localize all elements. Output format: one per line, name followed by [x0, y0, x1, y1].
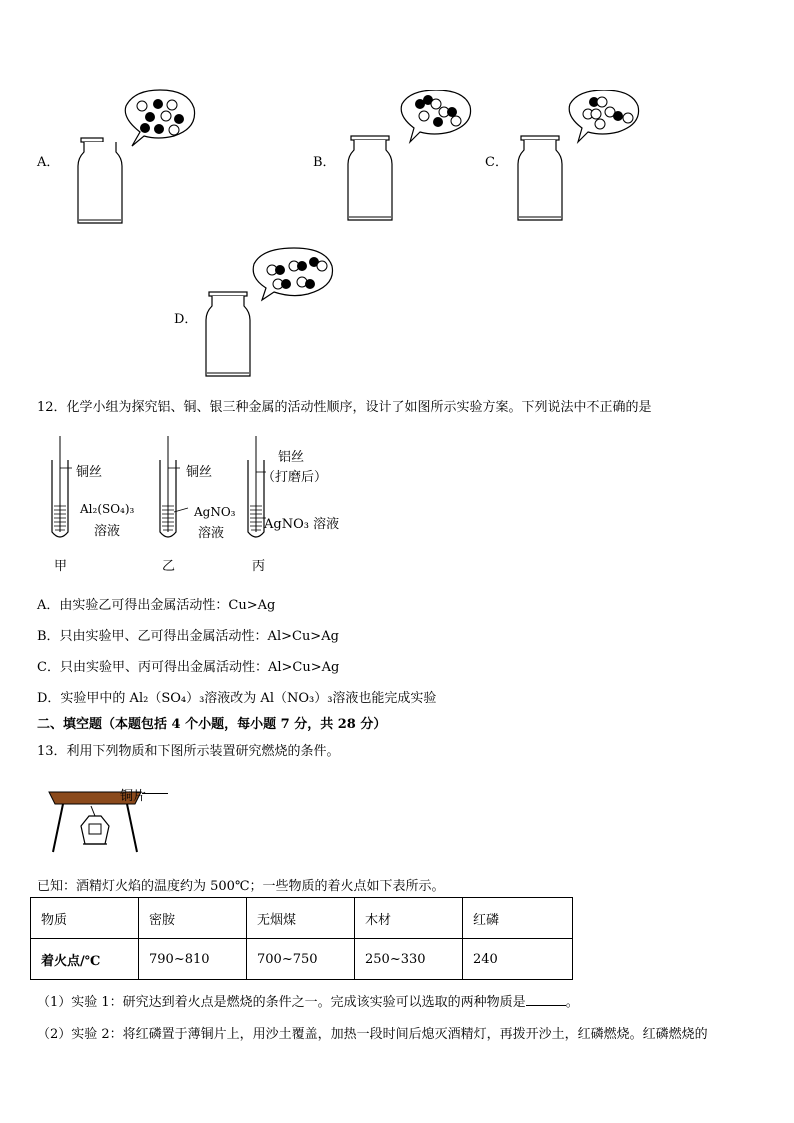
tube-bing-solution: AgNO₃ 溶液 — [264, 517, 340, 532]
q13-sub1 — [37, 991, 579, 1010]
option-d-label: D． — [174, 312, 198, 327]
tube-yi-solution-2: 溶液 — [198, 526, 225, 541]
table-cell: 红磷 — [463, 898, 573, 939]
q13-known: 已知：酒精灯火焰的温度约为 500℃；一些物质的着火点如下表所示。 — [37, 879, 445, 894]
table-cell: 240 — [463, 939, 573, 980]
table-cell: 250~330 — [355, 939, 463, 980]
particle-bubble-icon — [253, 248, 332, 300]
table-cell: 物质 — [31, 898, 139, 939]
alcohol-lamp-icon — [81, 806, 109, 844]
section-heading: 二、填空题（本题包括 4 个小题，每小题 7 分，共 28 分） — [37, 717, 387, 732]
option-b-label: B． — [313, 155, 336, 170]
q13-sub1-text: （1）实验 1：研究达到着火点是燃烧的条件之一。完成该实验可以选取的两种物质是 — [37, 995, 526, 1010]
tube-yi-solution: AgNO₃ — [194, 505, 236, 519]
ignition-point-table — [30, 897, 573, 980]
q12-option-a: A．由实验乙可得出金属活动性：Cu>Ag — [37, 598, 276, 613]
q13-sub1-end: 。 — [565, 995, 579, 1010]
particle-bubble-icon — [569, 90, 638, 142]
table-row — [31, 939, 573, 980]
option-c-label: C． — [485, 155, 508, 170]
tube-bing-name: 丙 — [252, 559, 266, 574]
copper-sheet-label: 铜片 — [120, 789, 147, 804]
test-tube-icon — [160, 436, 188, 537]
tube-jia-solution-2: 溶液 — [94, 524, 121, 539]
tube-jia-name: 甲 — [54, 559, 68, 574]
gas-bottle-icon — [518, 136, 562, 220]
option-a-figure — [70, 88, 200, 228]
option-c-figure — [510, 90, 650, 225]
option-b-figure — [340, 90, 480, 225]
q13-sub2: （2）实验 2：将红磷置于薄铜片上，用沙土覆盖，加热一段时间后熄灭酒精灯，再拨开沙土，红磷燃烧。红磷燃烧的 — [37, 1027, 708, 1042]
particle-bubble-icon — [401, 90, 470, 142]
table-cell: 790~810 — [139, 939, 247, 980]
q12-option-d: D．实验甲中的 Al₂（SO₄）₃溶液改为 Al（NO₃）₃溶液也能完成实验 — [37, 691, 437, 706]
q12-option-c: C．只由实验甲、丙可得出金属活动性：Al>Cu>Ag — [37, 660, 340, 675]
q12-stem: 12．化学小组为探究铝、铜、银三种金属的活动性顺序，设计了如图所示实验方案。下列说法中不正确的是 — [37, 400, 652, 415]
table-cell: 密胺 — [139, 898, 247, 939]
option-d-figure — [198, 246, 338, 381]
particle-bubble-icon — [125, 90, 194, 146]
tube-jia-solution: Al₂(SO₄)₃ — [80, 502, 135, 516]
gas-bottle-icon — [206, 292, 250, 376]
table-cell: 着火点/℃ — [31, 939, 139, 980]
table-cell: 木材 — [355, 898, 463, 939]
q12-option-b: B．只由实验甲、乙可得出金属活动性：Al>Cu>Ag — [37, 629, 339, 644]
option-a-label: A． — [37, 155, 60, 170]
q13-stem: 13．利用下列物质和下图所示装置研究燃烧的条件。 — [37, 744, 340, 759]
test-tube-icon — [52, 436, 72, 537]
table-cell: 无烟煤 — [247, 898, 355, 939]
gas-bottle-icon — [348, 136, 392, 220]
table-row — [31, 898, 573, 939]
tube-bing-wire-note: （打磨后） — [262, 470, 328, 485]
table-cell: 700~750 — [247, 939, 355, 980]
answer-blank[interactable] — [526, 993, 566, 1006]
tube-bing-wire: 铝丝 — [278, 450, 305, 465]
tube-yi-name: 乙 — [162, 559, 176, 574]
gas-bottle-icon — [78, 138, 122, 223]
tube-yi-wire: 铜丝 — [186, 465, 213, 480]
tube-jia-wire: 铜丝 — [76, 465, 103, 480]
